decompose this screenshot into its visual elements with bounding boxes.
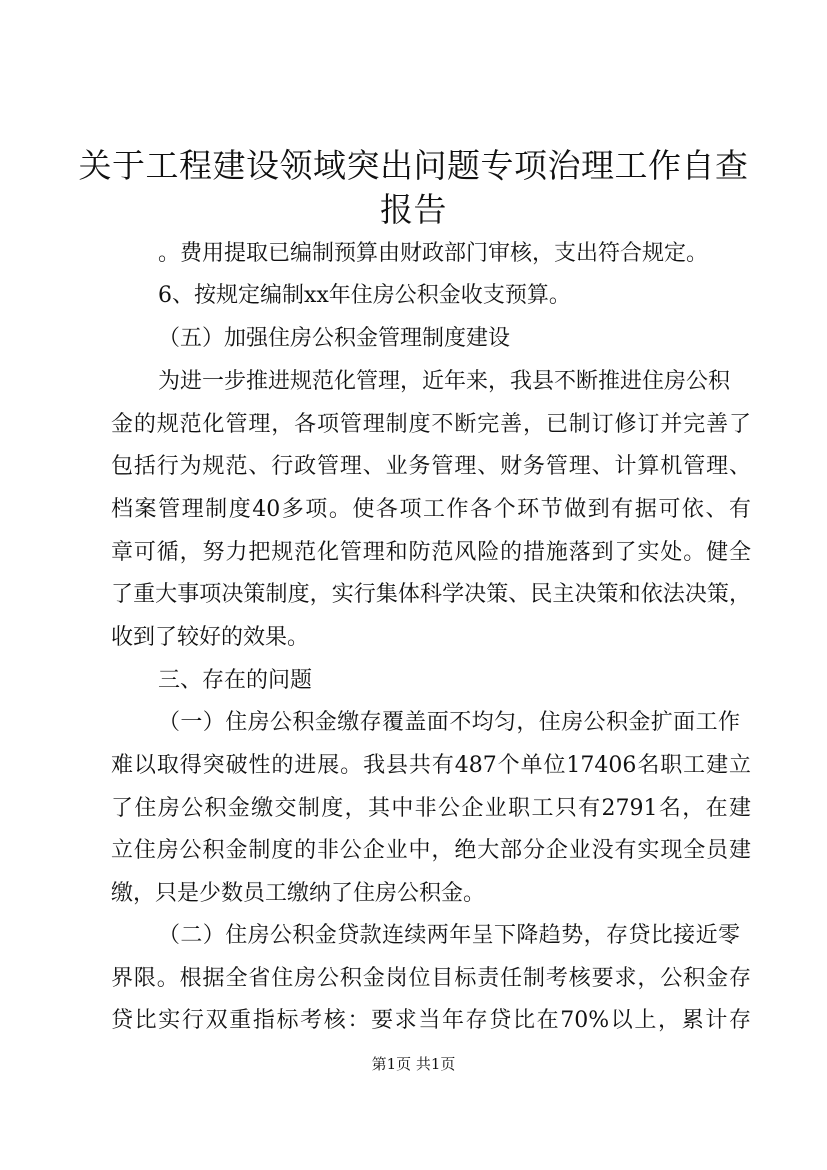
text-line: 难以取得突破性的进展。我县共有487个单位17406名职工建立 xyxy=(111,753,751,778)
text-line: 为进一步推进规范化管理，近年来，我县不断推进住房公积 xyxy=(158,369,731,394)
text-line: 立住房公积金制度的非公企业中，绝大部分企业没有实现全员建 xyxy=(111,838,751,863)
section-heading: 三、存在的问题 xyxy=(158,668,313,693)
text-line: 界限。根据全省住房公积金岗位目标责任制考核要求，公积金存 xyxy=(111,966,751,991)
section-heading: （五）加强住房公积金管理制度建设 xyxy=(158,326,511,351)
text-line: 了重大事项决策制度，实行集体科学决策、民主决策和依法决策， xyxy=(111,582,751,607)
text-line: 包括行为规范、行政管理、业务管理、财务管理、计算机管理、 xyxy=(111,454,751,479)
text-line: （二）住房公积金贷款连续两年呈下降趋势，存贷比接近零 xyxy=(158,923,740,948)
text-line: 章可循，努力把规范化管理和防范风险的措施落到了实处。健全 xyxy=(111,540,751,565)
text-line: 6、按规定编制xx年住房公积金收支预算。 xyxy=(158,283,571,308)
page-footer: 第1页 共1页 xyxy=(371,1055,456,1073)
text-line: （一）住房公积金缴存覆盖面不均匀，住房公积金扩面工作 xyxy=(158,710,740,735)
title-line-2: 报告 xyxy=(380,190,447,229)
title-line-1: 关于工程建设领域突出问题专项治理工作自查 xyxy=(78,146,749,185)
text-line: 缴，只是少数员工缴纳了住房公积金。 xyxy=(111,881,486,906)
text-line: 金的规范化管理，各项管理制度不断完善，已制订修订并完善了 xyxy=(111,412,751,437)
document-title xyxy=(0,144,827,232)
text-line: 了住房公积金缴交制度，其中非公企业职工只有2791名，在建 xyxy=(111,796,751,821)
text-line: 贷比实行双重指标考核：要求当年存贷比在70%以上，累计存 xyxy=(111,1008,751,1033)
text-line: 档案管理制度40多项。使各项工作各个环节做到有据可依、有 xyxy=(111,497,751,522)
text-line: 。费用提取已编制预算由财政部门审核，支出符合规定。 xyxy=(158,241,709,266)
text-line: 收到了较好的效果。 xyxy=(111,625,310,650)
